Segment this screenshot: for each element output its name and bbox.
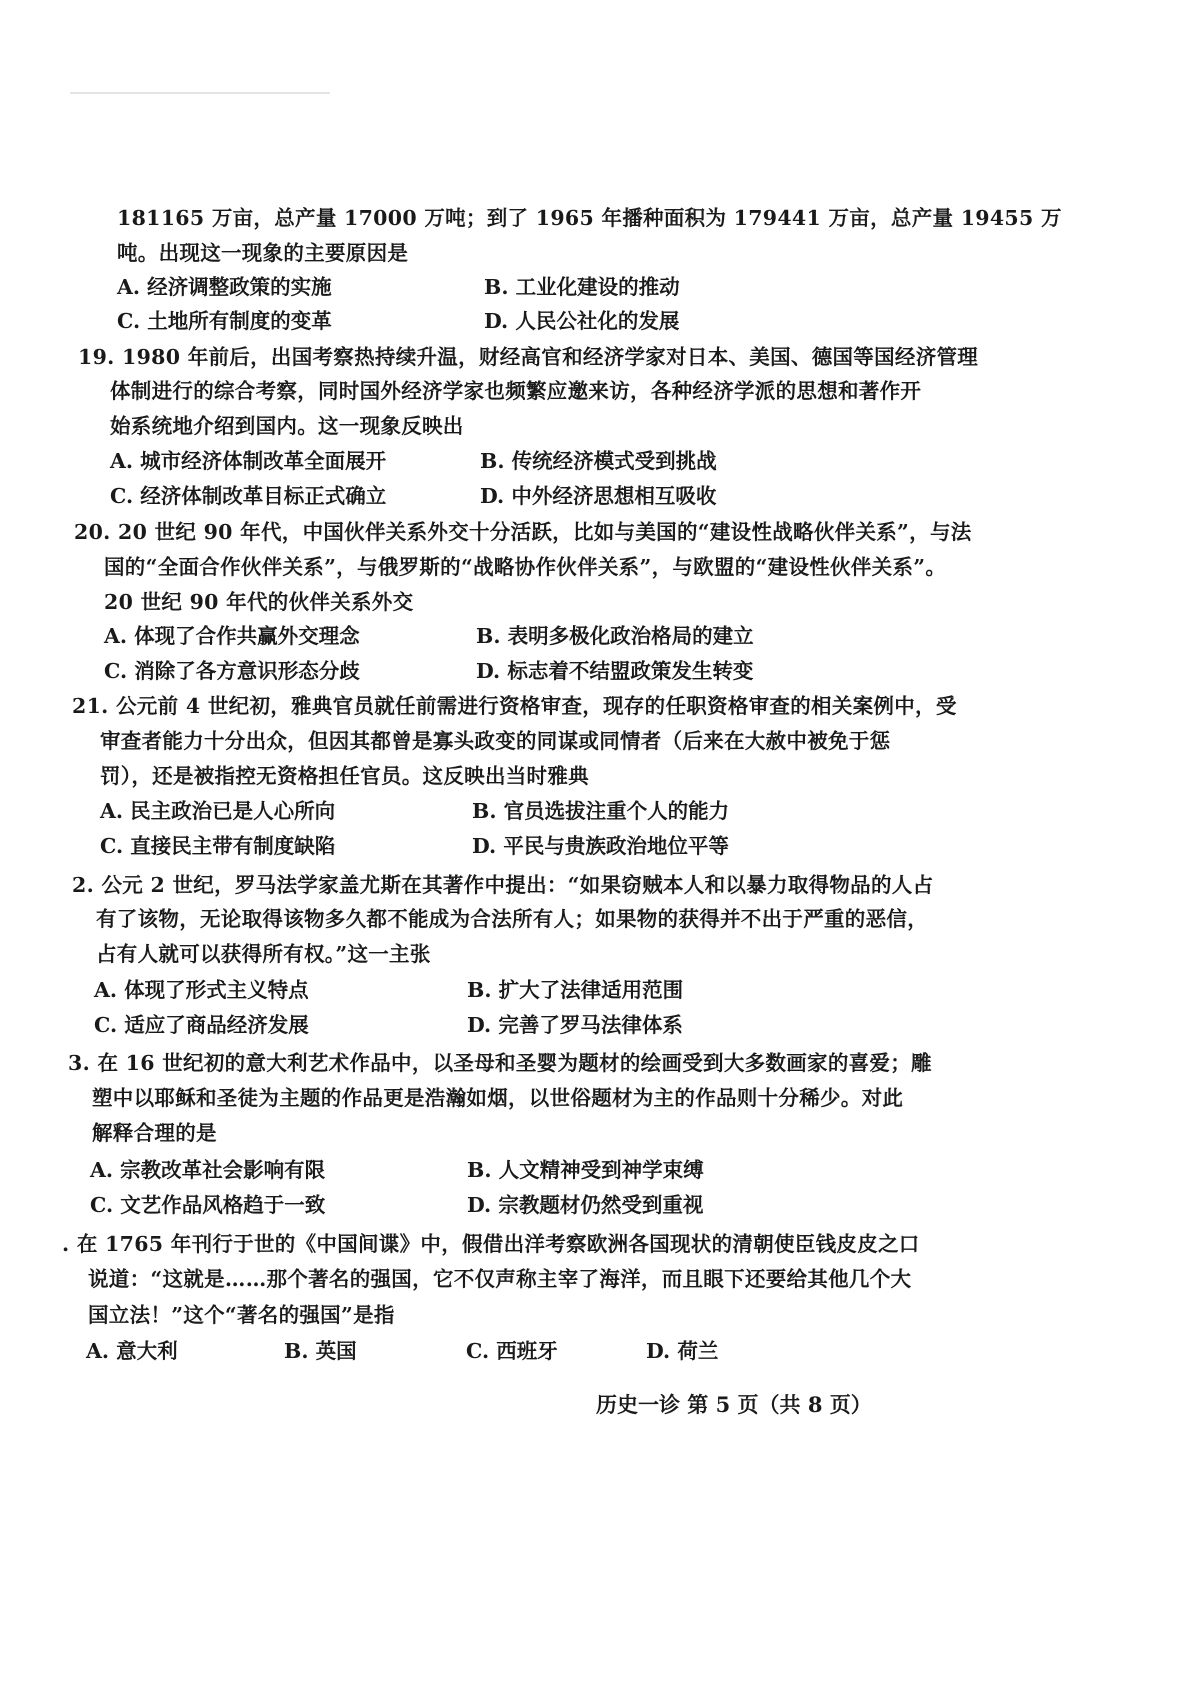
option-d: D. 宗教题材仍然受到重视	[467, 1193, 704, 1217]
scan-artifact	[70, 92, 330, 94]
question-stem-line: 19. 1980 年前后，出国考察热持续升温，财经高官和经济学家对日本、美国、德国等国经济管理	[78, 345, 979, 369]
question-stem-line: 181165 万亩，总产量 17000 万吨；到了 1965 年播种面积为 179441 万亩，总产量 19455 万	[117, 206, 1062, 230]
option-d: D. 人民公社化的发展	[484, 309, 680, 333]
option-c: C. 经济体制改革目标正式确立	[110, 484, 387, 508]
option-d: D. 中外经济思想相互吸收	[480, 484, 717, 508]
question-stem-line: 21. 公元前 4 世纪初，雅典官员就任前需进行资格审查，现存的任职资格审查的相关案例中，受	[72, 694, 957, 718]
question-stem-line: . 在 1765 年刊行于世的《中国间谍》中，假借出洋考察欧洲各国现状的清朝使臣钱皮皮之口	[62, 1232, 920, 1256]
option-b: B. 工业化建设的推动	[484, 275, 680, 299]
question-stem-line: 解释合理的是	[92, 1121, 217, 1145]
question-stem-line: 占有人就可以获得所有权。”这一主张	[96, 942, 431, 966]
option-c: C. 文艺作品风格趋于一致	[90, 1193, 326, 1217]
option-d: D. 荷兰	[646, 1339, 719, 1363]
question-stem-line: 说道：“这就是……那个著名的强国，它不仅声称主宰了海洋，而且眼下还要给其他几个大	[88, 1267, 912, 1291]
option-a: A. 意大利	[86, 1339, 178, 1363]
option-a: A. 民主政治已是人心所向	[100, 799, 336, 823]
option-c: C. 适应了商品经济发展	[94, 1013, 309, 1037]
option-a: A. 宗教改革社会影响有限	[90, 1158, 326, 1182]
option-c: C. 直接民主带有制度缺陷	[100, 834, 336, 858]
option-d: D. 完善了罗马法律体系	[467, 1013, 683, 1037]
question-stem-line: 国的“全面合作伙伴关系”，与俄罗斯的“战略协作伙伴关系”，与欧盟的“建设性伙伴关系”。	[104, 555, 947, 579]
question-stem-line: 3. 在 16 世纪初的意大利艺术作品中，以圣母和圣婴为题材的绘画受到大多数画家的喜爱；雕	[68, 1051, 932, 1075]
question-stem-line: 审查者能力十分出众，但因其都曾是寡头政变的同谋或同情者（后来在大赦中被免于惩	[100, 729, 891, 753]
question-stem-line: 塑中以耶稣和圣徒为主题的作品更是浩瀚如烟，以世俗题材为主的作品则十分稀少。对此	[92, 1086, 904, 1110]
question-stem-line: 国立法！”这个“著名的强国”是指	[88, 1303, 395, 1327]
option-c: C. 西班牙	[466, 1339, 558, 1363]
question-stem-line: 有了该物，无论取得该物多久都不能成为合法所有人；如果物的获得并不出于严重的恶信，	[96, 907, 928, 931]
option-d: D. 标志着不结盟政策发生转变	[476, 659, 754, 683]
option-b: B. 传统经济模式受到挑战	[480, 449, 717, 473]
option-a: A. 体现了合作共赢外交理念	[104, 624, 360, 648]
option-b: B. 人文精神受到神学束缚	[467, 1158, 704, 1182]
option-a: A. 体现了形式主义特点	[94, 978, 309, 1002]
question-stem-line: 吨。出现这一现象的主要原因是	[117, 241, 409, 265]
page-footer: 历史一诊 第 5 页（共 8 页）	[596, 1392, 872, 1417]
option-b: B. 英国	[284, 1339, 357, 1363]
option-c: C. 土地所有制度的变革	[117, 309, 332, 333]
option-b: B. 表明多极化政治格局的建立	[476, 624, 754, 648]
option-a: A. 经济调整政策的实施	[117, 275, 332, 299]
question-stem-line: 20 世纪 90 年代的伙伴关系外交	[104, 590, 414, 614]
question-stem-line: 体制进行的综合考察，同时国外经济学家也频繁应邀来访，各种经济学派的思想和著作开	[110, 379, 922, 403]
option-b: B. 扩大了法律适用范围	[467, 978, 684, 1002]
question-stem-line: 20. 20 世纪 90 年代，中国伙伴关系外交十分活跃，比如与美国的“建设性战略伙伴关系”，与法	[74, 520, 972, 544]
question-stem-line: 始系统地介绍到国内。这一现象反映出	[110, 414, 464, 438]
option-b: B. 官员选拔注重个人的能力	[472, 799, 730, 823]
question-stem-line: 罚），还是被指控无资格担任官员。这反映出当时雅典	[100, 764, 589, 788]
question-stem-line: 2. 公元 2 世纪，罗马法学家盖尤斯在其著作中提出：“如果窃贼本人和以暴力取得物品的人占	[72, 873, 934, 897]
option-d: D. 平民与贵族政治地位平等	[472, 834, 729, 858]
option-a: A. 城市经济体制改革全面展开	[110, 449, 387, 473]
option-c: C. 消除了各方意识形态分歧	[104, 659, 360, 683]
